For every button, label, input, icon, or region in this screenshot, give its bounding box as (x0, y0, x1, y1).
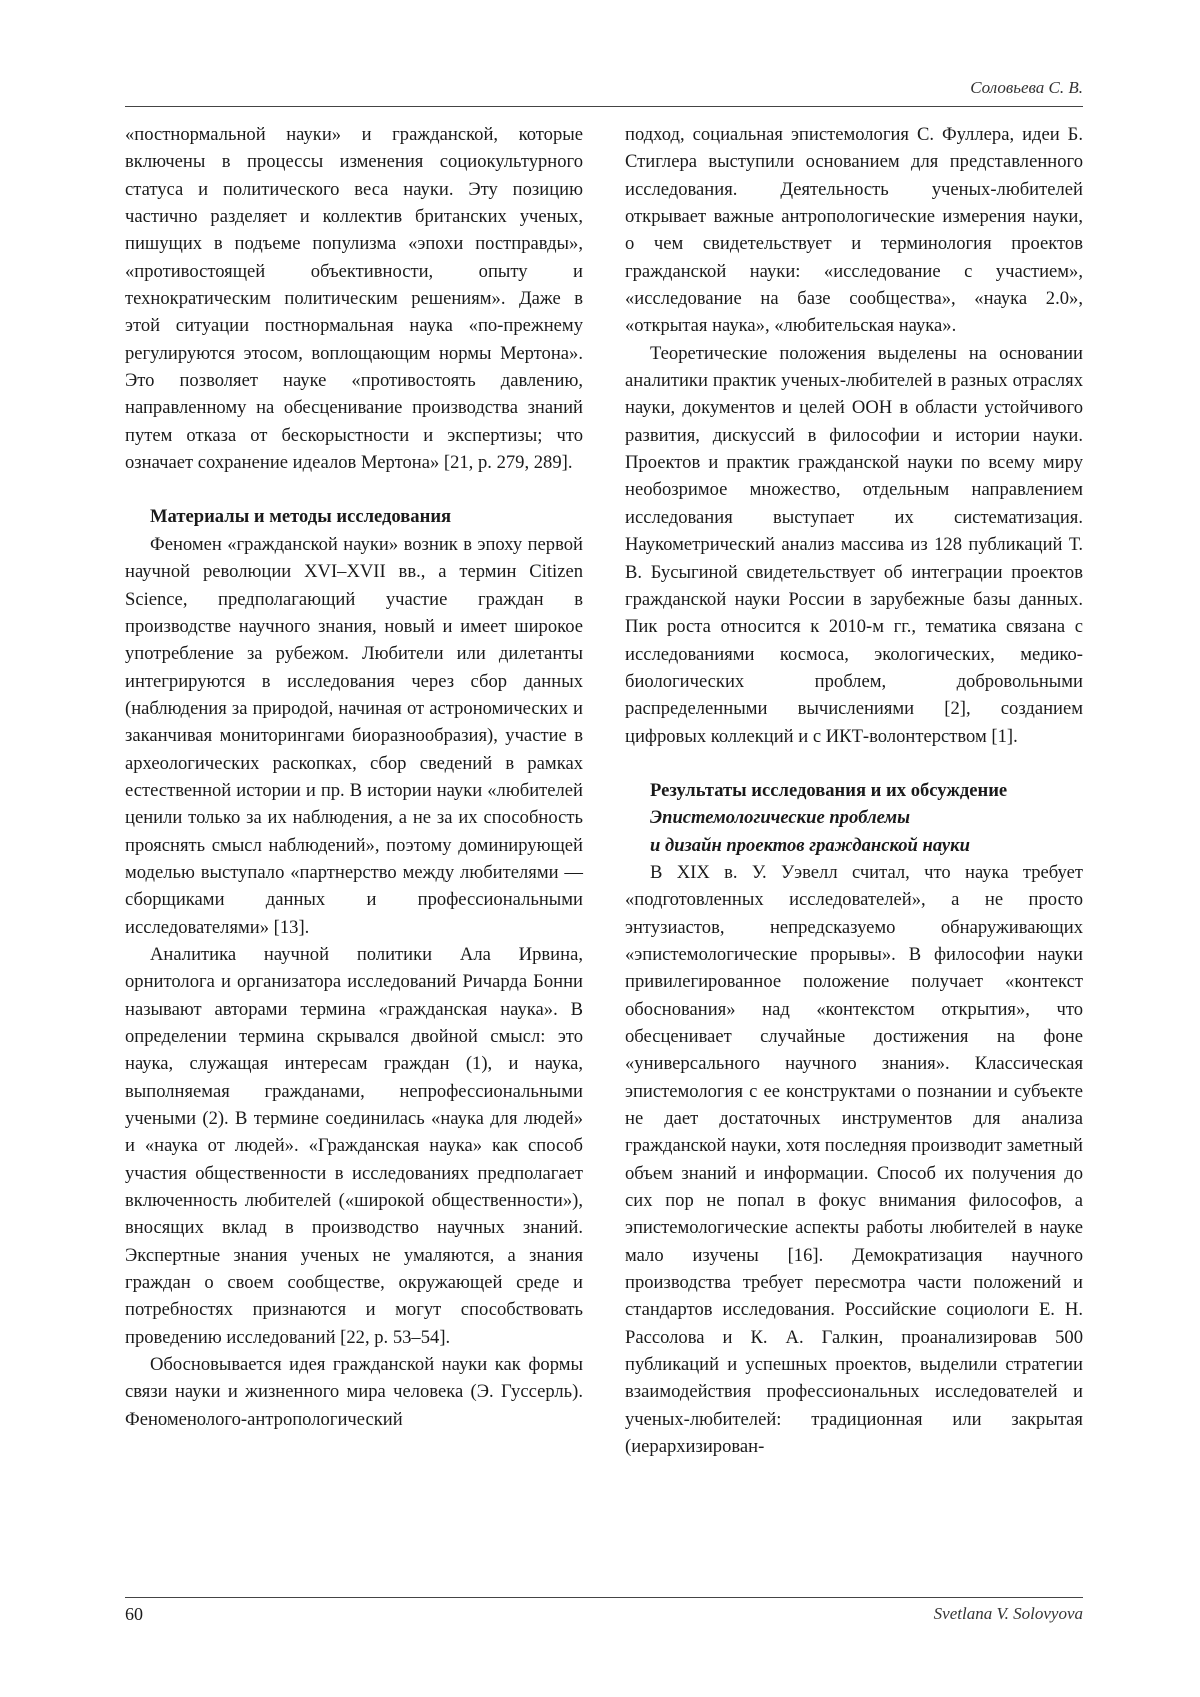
paragraph: Аналитика научной политики Ала Ирвина, орнитолога и организатора исследований Ричарда Бонни называют авторами термина «гражданская наука». В определении термина скрывался двойной смысл: это наука, служащая интересам граждан (1), и наука, выполняемая гражданами, непрофессиональными учеными (2). В термине соединилась «наука для людей» и «наука от людей». «Гражданская наука» как способ участия общественности в исследованиях предполагает включенность любителей («широкой общественности»), вносящих вклад в производство научных знаний. Экспертные знания ученых не умаляются, а знания граждан о своем сообществе, окружающей среде и потребностях признаются и могут способствовать проведению исследований [22, p. 53–54]. (125, 943, 583, 1348)
subsection-heading-line1: Эпистемологические проблемы (650, 807, 911, 829)
right-column (625, 121, 1083, 1461)
section-heading-results: Результаты исследования и их обсуждение (650, 779, 1008, 801)
section-heading-methods: Материалы и методы исследования (150, 506, 452, 528)
running-header (125, 78, 1083, 107)
header-author: Соловьева С. В. (970, 78, 1083, 97)
paragraph: Теоретические положения выделены на основании аналитики практик ученых-любителей в разных отраслях науки, документов и целей ООН в области устойчивого развития, дискуссий в философии и истории науки. Проектов и практик гражданской науки по всему миру необозримое множество, отдельным направлением исследования выступает их систематизация. Наукометрический анализ массива из 128 публикаций Т. В. Бусыгиной свидетельствует об интеграции проектов гражданской науки России в зарубежные базы данных. Пик роста относится к 2010-м гг., тематика связана с исследованиями космоса, экологических, медико-биологических проблем, добровольными распределенными вычислениями [2], созданием цифровых коллекций и с ИКТ-волонтерством [1]. (625, 342, 1083, 747)
page-number: 60 (125, 1604, 143, 1624)
paragraph: Феномен «гражданской науки» возник в эпоху первой научной революции XVI–XVII вв., а термин Citizen Science, предполагающий участие граждан в производстве научного знания, новый и имеет широкое употребление за рубежом. Любители или дилетанты интегрируются в исследования через сбор данных (наблюдения за природой, начиная от астрономических и заканчивая мониторингами биоразнообразия), участие в археологических раскопках, сбор сведений в рамках естественной истории и пр. В истории науки «любителей ценили только за их наблюдения, а не за их способность прояснять смысл наблюдений», поэтому доминирующей моделью выступало «партнерство между любителями — сборщиками данных и профессиональными исследователями» [13]. (125, 533, 583, 938)
left-column (125, 121, 583, 1433)
subsection-heading-line2: и дизайн проектов гражданской науки (650, 834, 970, 856)
paragraph: Обосновывается идея гражданской науки как формы связи науки и жизненного мира человека (Э. Гуссерль). Феноменолого-антропологический (125, 1354, 583, 1430)
running-footer (125, 1597, 1083, 1624)
footer-author: Svetlana V. Solovyova (933, 1604, 1083, 1623)
paragraph: подход, социальная эпистемология С. Фуллера, идеи Б. Стиглера выступили основанием для представленного исследования. Деятельность ученых-любителей открывает важные антропологические измерения науки, о чем свидетельствует и терминология проектов гражданской науки: «исследование с участием», «исследование на базе сообщества», «наука 2.0», «открытая наука», «любительская наука». (625, 124, 1083, 337)
paragraph: В XIX в. У. Уэвелл считал, что наука требует «подготовленных исследователей», а не просто энтузиастов, непредсказуемо обнаруживающих «эпистемологические прорывы». В философии науки привилегированное положение получает «контекст обоснования» над «контекстом открытия», что обесценивает случайные достижения на фоне «универсального научного знания». Классическая эпистемология с ее конструктами о познании и субъекте не дает достаточных инструментов для анализа гражданской науки, хотя последняя производит заметный объем знаний и информации. Способ их получения до сих пор не попал в фокус внимания философов, а эпистемологические аспекты работы любителей в науке мало изучены [16]. Демократизация научного производства требует пересмотра части положений и стандартов исследования. Российские социологи Е. Н. Рассолова и К. А. Галкин, проанализировав 500 публикаций и успешных проектов, выделили стратегии взаимодействия профессиональных исследователей и ученых-любителей: традиционная или закрытая (иерархизирован- (625, 861, 1083, 1458)
paragraph: «постнормальной науки» и гражданской, которые включены в процессы изменения социокультурного статуса и политического веса науки. Эту позицию частично разделяет и коллектив британских ученых, пишущих в подъеме популизма «эпохи постправды», «противостоящей объективности, опыту и технократическим политическим решениям». Даже в этой ситуации постнормальная наука «по-прежнему регулируются этосом, воплощающим нормы Мертона». Это позволяет науке «противостоять давлению, направленному на обесценивание производства знаний путем отказа от бескорыстности и экспертизы; что означает сохранение идеалов Мертона» [21, p. 279, 289]. (125, 124, 583, 474)
